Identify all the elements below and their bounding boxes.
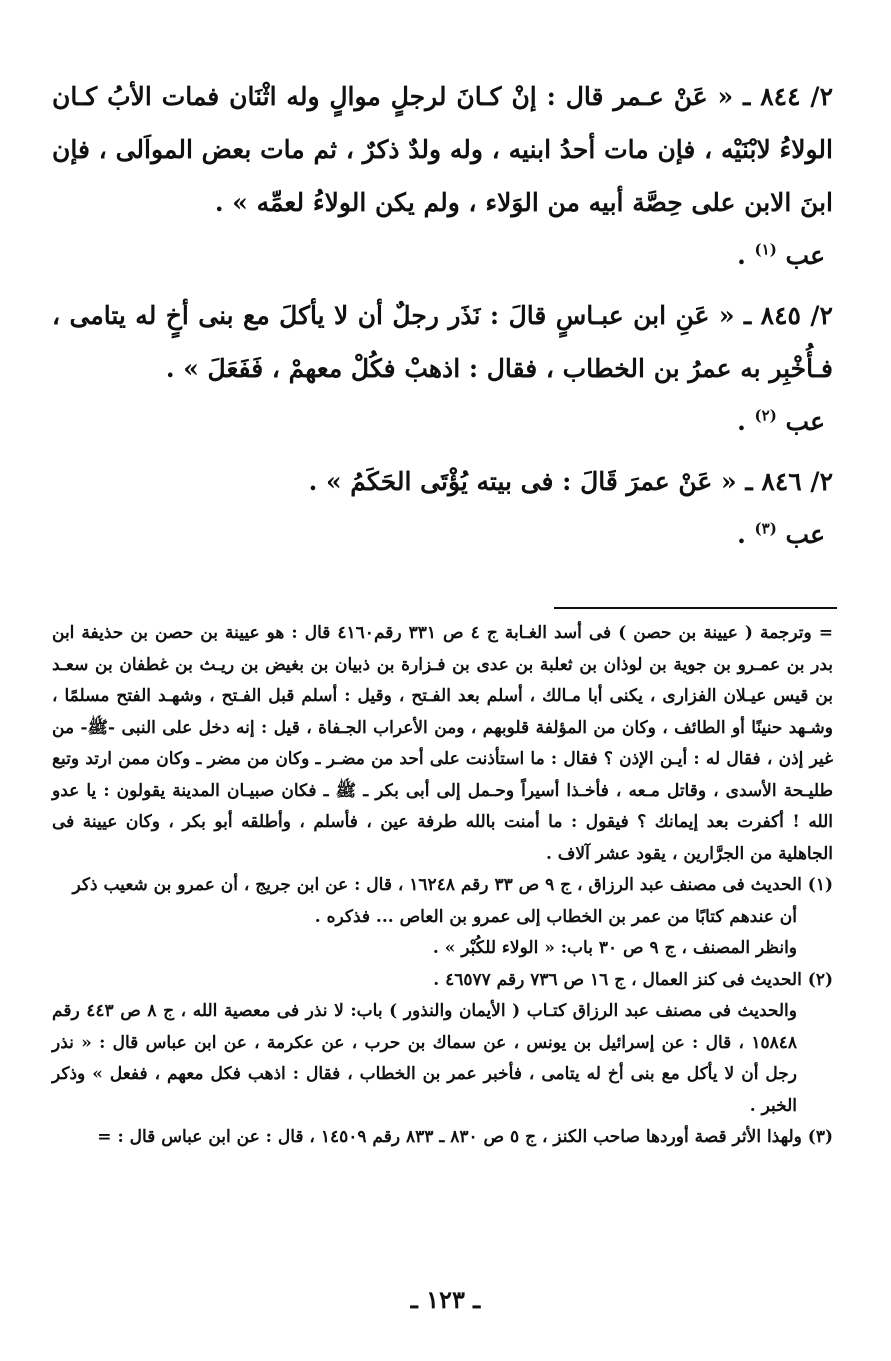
footnote-divider	[554, 607, 837, 609]
source-label: عب	[785, 520, 825, 549]
footnote-line	[52, 870, 833, 902]
source-end: .	[737, 241, 746, 270]
hadith-source	[52, 395, 833, 448]
source-label: عب	[785, 241, 825, 270]
hadith-number: ٢/ ٨٤٥	[760, 301, 833, 330]
hadith-body: ـ « عَنْ عمرَ قَالَ : فى بيته يُؤْتَى الحَكَمُ » .	[308, 467, 753, 496]
footnote-marker: (٣)	[807, 1127, 833, 1147]
hadith-body: ـ « عَنِ ابن عبـاسٍ قالَ : نَذَر رجلٌ أن لا يأكلَ مع بنى أخٍ له يتامى ، فـأُخْبِر به عمرُ بن الخطاب ، فقال : اذهبْ فكُلْ معهمْ ، فَفَعَلَ » .	[52, 301, 833, 383]
footnote-line: أن عندهم كتابًا من عمر بن الخطاب إلى عمرو بن العاص ... فذكره .	[314, 906, 797, 927]
footnote-marker: (٢)	[807, 969, 833, 990]
hadith-text	[52, 289, 833, 395]
footnote-line: والحديث فى مصنف عبد الرزاق كتـاب ( الأيمان والنذور ) باب: لا نذر فى معصية الله ، ج ٨ ص ٤٤٣ رقم ١٥٨٤٨ ، قال : عن إسرائيل بن يونس ، عن سماك بن حرب ، عن عكرمة ، عن ابن عباس قال : « نذر رجل أن لا يأكل مع بنى أخ له يتامى ، فأخبر عمر بن الخطاب ، فقال : اذهب فكل معهم ، ففعل » وذكر الخبر .	[52, 1001, 797, 1116]
hadith-text	[52, 455, 833, 508]
footnote-2	[52, 965, 833, 1123]
footnote-reference: (٣)	[754, 519, 777, 538]
source-end: .	[737, 520, 746, 549]
main-text	[52, 70, 833, 568]
footnote-continuation-text: = وترجمة ( عيينة بن حصن ) فى أسد الغـابة ج ٤ ص ٣٣١ رقم٤١٦٠ قال : هو عيينة بن حصن بن حذيفة ابن بدر بن عمـرو بن جوية بن لوذان بن ثعلبة بن عدى بن فـزارة بن ذبيان بن بغيض بن ريـث بن غطفان بن سعـد بن قيس عيـلان الفزارى ، يكنى أبا مـالك ، أسلم بعد الفـتح ، وقيل : أسلم قبل الفـتح ، وشهـد الفتح مسلمًا ، وشـهد حنينًا أو الطائف ، وكان من المؤلفة قلوبهم ، ومن الأعراب الجـفاة ، قيل : إنه دخل على النبى -ﷺ- من غير إذن ، فقال له : أيـن الإذن ؟ فقال : ما استأذنت على أحد من مضـر ـ وكان من مضر ـ وكان ممن ارتد وتبع طليـحة الأسدى ، وقاتل مـعه ، فأخـذا أسيراً وحـمل إلى أبى بكر ـ ﷺ ـ فكان صبيـان المدينة يقولون : يا عدو الله ! أكفرت بعد إيمانك ؟ فيقول : ما أمنت بالله طرفة عين ، فأسلم ، وأطلقه أبو بكر ، وكان عيينة فى الجاهلية من الجرَّارين ، يقود عشر آلاف .	[52, 623, 834, 864]
hadith-text	[52, 70, 833, 229]
footnote-line	[52, 965, 833, 997]
hadith-number: ٢/ ٨٤٦	[761, 467, 833, 496]
footnote-3	[52, 1122, 833, 1154]
footnotes-section	[52, 618, 833, 1154]
hadith-entry-846	[52, 455, 833, 561]
footnote-continuation	[52, 618, 833, 870]
footnote-text: ولهذا الأثر قصة أوردها صاحب الكنز ، ج ٥ ص ٨٣٠ ـ ٨٣٣ رقم ١٤٥٠٩ ، قال : عن ابن عباس قال : =	[97, 1127, 802, 1147]
footnote-text: الحديث فى مصنف عبد الرزاق ، ج ٩ ص ٣٣ رقم ١٦٢٤٨ ، قال : عن ابن جريج ، أن عمرو بن شعيب ذكر	[72, 875, 802, 895]
footnote-reference: (١)	[754, 240, 777, 259]
footnote-marker: (١)	[807, 875, 833, 895]
footnote-1	[52, 870, 833, 965]
footnote-line	[52, 1122, 833, 1154]
footnote-reference: (٢)	[754, 406, 777, 425]
hadith-source	[52, 508, 833, 561]
hadith-source	[52, 229, 833, 282]
hadith-entry-845	[52, 289, 833, 448]
footnote-text: الحديث فى كنز العمال ، ج ١٦ ص ٧٣٦ رقم ٤٦٥٧٧ .	[433, 969, 802, 990]
page-number: ـ ١٢٣ ـ	[410, 1285, 481, 1314]
hadith-number: ٢/ ٨٤٤	[760, 82, 833, 111]
hadith-body: ـ « عَنْ عـمر قال : إنْ كـانَ لرجلٍ موالٍ وله اثْنَان فمات الأبُ كـان الولاءُ لابْنَيْه ، فإن مات أحدُ ابنيه ، وله ولدٌ ذكرٌ ، ثم مات بعض المواَلى ، فإن ابنَ الابن على حِصَّة أبيه من الوَلاء ، ولم يكن الولاءُ لعمِّه » .	[52, 82, 833, 217]
footnote-line: وانظر المصنف ، ج ٩ ص ٣٠ باب: « الولاء للكُبْر » .	[432, 938, 797, 958]
hadith-entry-844	[52, 70, 833, 282]
source-label: عب	[785, 407, 825, 436]
source-end: .	[737, 407, 746, 436]
